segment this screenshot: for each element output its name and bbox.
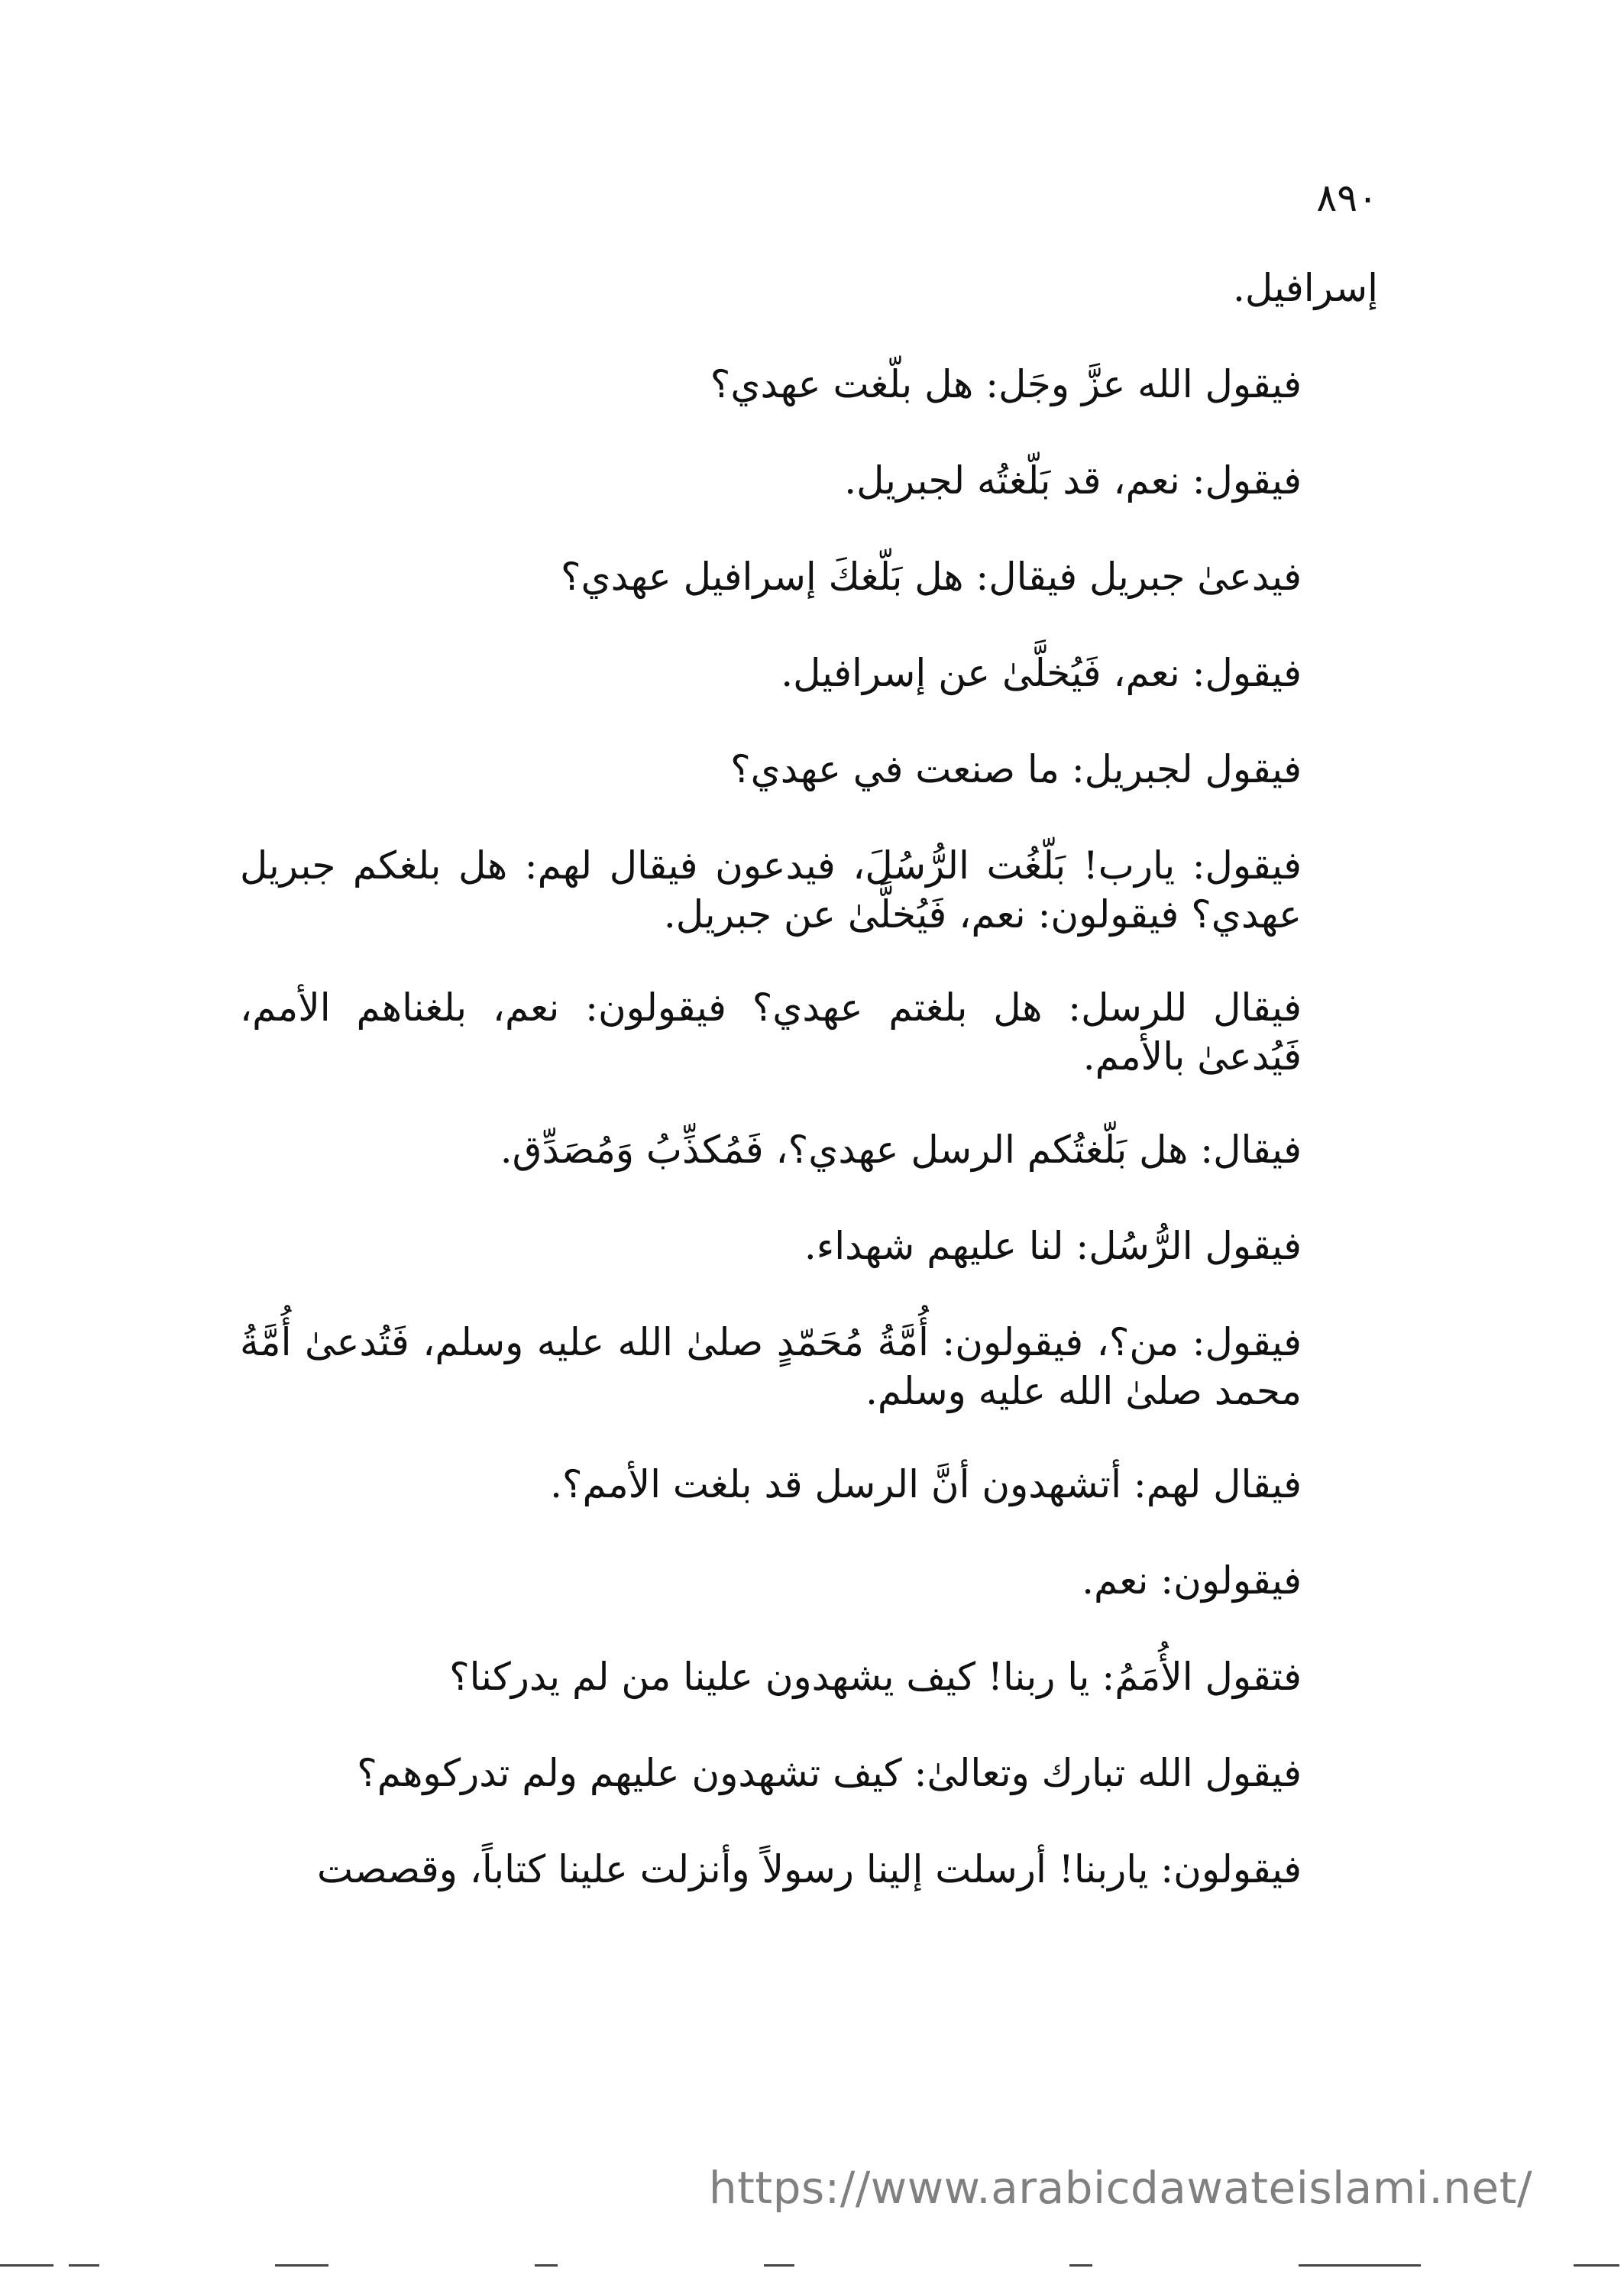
paragraph: فيقول الله تبارك وتعالىٰ: كيف تشهدون عليهم ولم تدركوهم؟ [357, 1751, 1302, 1795]
page-number: ٨٩٠ [1316, 176, 1378, 220]
paragraph: فيقول الله عزَّ وجَل: هل بلّغت عهدي؟ [710, 362, 1302, 406]
paragraph: فيقولون: ياربنا! أرسلت إلينا رسولاً وأنزلت علينا كتاباً، وقصصت [317, 1847, 1302, 1891]
body-text [240, 264, 1378, 1938]
watermark-url: https://www.arabicdawateislami.net/ [708, 2162, 1532, 2214]
paragraph: فيقول: من؟، فيقولون: أُمَّةُ مُحَمّدٍ صلىٰ الله عليه وسلم، فَتُدعىٰ أُمَّةُ محمد صلىٰ الله عليه وسلم. [240, 1320, 1302, 1413]
paragraph: إسرافيل. [1232, 266, 1378, 310]
paragraph: فيقال لهم: أتشهدون أنَّ الرسل قد بلغت الأمم؟. [550, 1462, 1302, 1506]
paragraph: فيقول: نعم، فَيُخلَّىٰ عن إسرافيل. [781, 651, 1302, 695]
paragraph: فيقولون: نعم. [1082, 1558, 1302, 1603]
paragraph: فيقول الرُّسُل: لنا عليهم شهداء. [804, 1224, 1302, 1268]
paragraph: فيقال للرسل: هل بلغتم عهدي؟ فيقولون: نعم، بلغناهم الأمم، فَيُدعىٰ بالأمم. [240, 985, 1302, 1079]
paragraph: فيقال: هل بَلّغتُكم الرسل عهدي؟، فَمُكذِّبُ وَمُصَدِّق. [500, 1128, 1302, 1172]
paragraph: فيدعىٰ جبريل فيقال: هل بَلّغكَ إسرافيل عهدي؟ [560, 555, 1302, 599]
paragraph: فيقول: نعم، قد بَلّغتُه لجبريل. [844, 458, 1302, 503]
paragraph: فتقول الأُمَمُ: يا ربنا! كيف يشهدون علينا من لم يدركنا؟ [449, 1655, 1302, 1699]
paragraph: فيقول: يارب! بَلّغُت الرُّسُلَ، فيدعون فيقال لهم: هل بلغكم جبريل عهدي؟ فيقولون: نعم، فَيُخلَّىٰ عن جبريل. [240, 843, 1302, 937]
paragraph: فيقول لجبريل: ما صنعت في عهدي؟ [730, 747, 1302, 791]
scan-edge-marks [0, 2261, 1624, 2272]
